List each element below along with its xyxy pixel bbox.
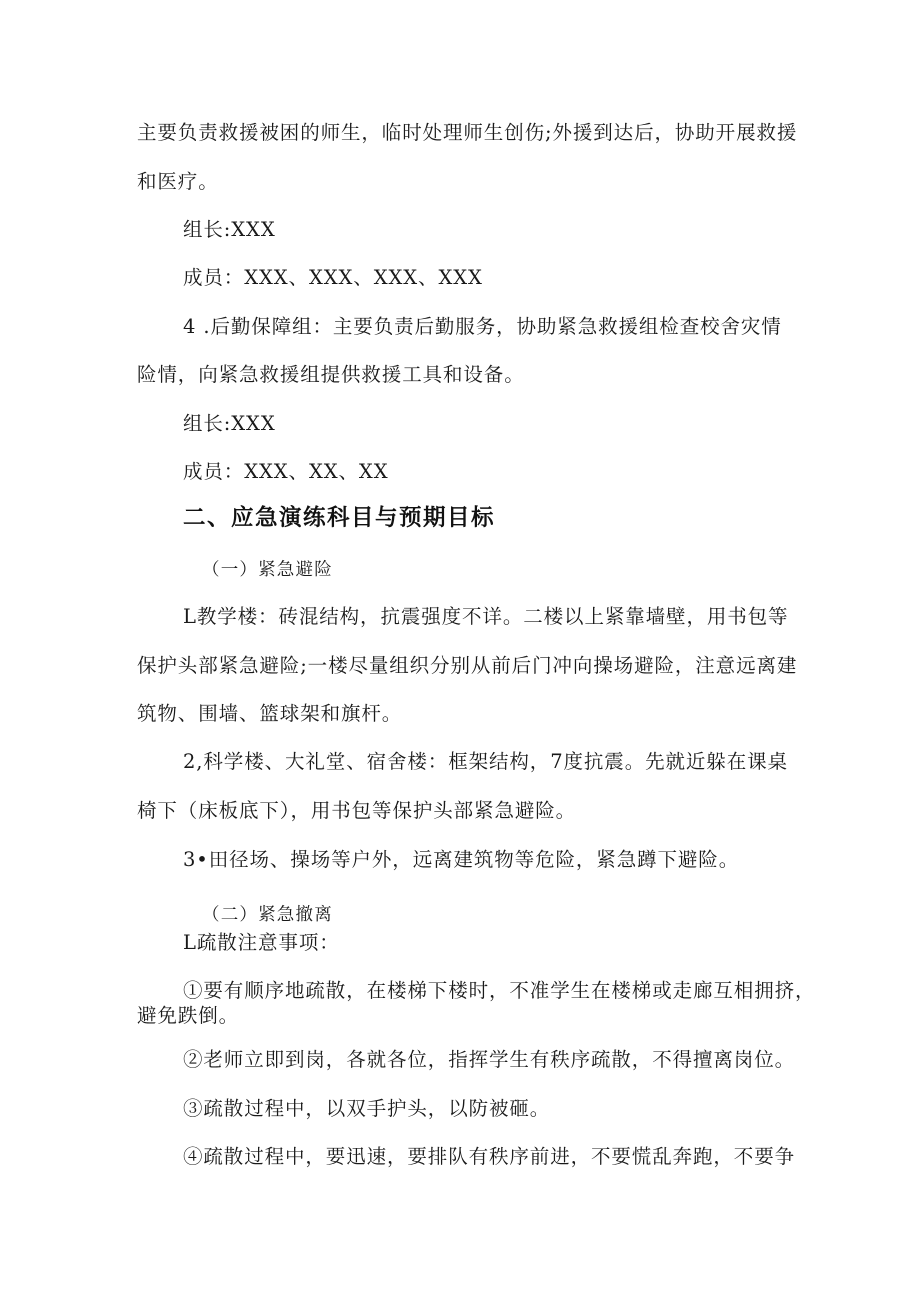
paragraph-line: 椅下（床板底下），用书包等保护头部紧急避险。 [137, 799, 577, 822]
paragraph-line: 2,科学楼、大礼堂、宿舍楼：框架结构，7度抗震。先就近躲在课桌 [183, 750, 788, 773]
list-item-continuation: 避免跌倒。 [137, 1004, 240, 1027]
team-leader-line: 组长:XXX [183, 412, 276, 435]
paragraph-line: L疏散注意事项： [183, 931, 340, 954]
subsection-heading: （二）紧急撤离 [202, 905, 333, 925]
subsection-heading: （一）紧急避险 [202, 560, 333, 580]
paragraph-line: 3•田径场、操场等户外，远离建筑物等危险，紧急蹲下避险。 [183, 848, 740, 871]
paragraph-line: 筑物、围墙、篮球架和旗杆。 [137, 702, 403, 725]
paragraph-line: 保护头部紧急避险;一楼尽量组织分别从前后门冲向操场避险，注意远离建 [137, 654, 798, 677]
list-item: ④疏散过程中，要迅速，要排队有秩序前进，不要慌乱奔跑，不要争 [183, 1145, 796, 1168]
paragraph-line: 险情，向紧急救援组提供救援工具和设备。 [137, 363, 525, 386]
paragraph-line: L教学楼：砖混结构，抗震强度不详。二楼以上紧靠墙壁，用书包等 [183, 605, 789, 628]
list-item: ①要有顺序地疏散，在楼梯下楼时，不准学生在楼梯或走廊互相拥挤， [183, 979, 816, 1002]
team-members-line: 成员：XXX、XX、XX [183, 460, 389, 483]
paragraph-line: 和医疗。 [137, 170, 219, 193]
paragraph-line: 4 .后勤保障组：主要负责后勤服务，协助紧急救援组检查校舍灾情 [183, 315, 782, 338]
team-leader-line: 组长:XXX [183, 218, 276, 241]
list-item: ③疏散过程中，以双手护头，以防被砸。 [183, 1097, 551, 1120]
team-members-line: 成员：XXX、XXX、XXX、XXX [183, 266, 483, 289]
paragraph-line: 主要负责救援被困的师生，临时处理师生创伤;外援到达后，协助开展救援 [137, 121, 798, 144]
section-heading: 二、应急演练科目与预期目标 [183, 505, 496, 531]
list-item: ②老师立即到岗，各就各位，指挥学生有秩序疏散，不得擅离岗位。 [183, 1048, 796, 1071]
